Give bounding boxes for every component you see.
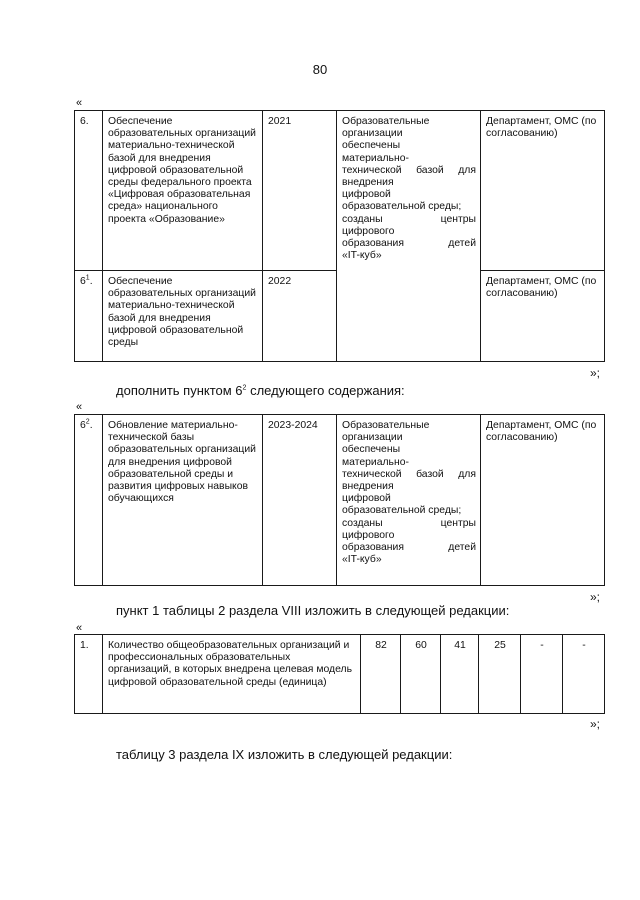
closing-quote: »; — [590, 590, 601, 604]
indicator-value: 60 — [401, 635, 441, 714]
opening-quote: « — [76, 97, 83, 109]
measure-description: Обеспечение образовательных организаций материально-технической базой для внедрения цифровой образовательной среды — [103, 271, 263, 362]
row-number: $6^1$. — [75, 271, 103, 362]
table-items-6 — [74, 110, 605, 362]
table-indicator-1 — [74, 634, 605, 714]
table-row — [75, 635, 605, 714]
row-number: $6^2$. — [75, 415, 103, 586]
instruction-edit-section-ix: таблицу 3 раздела IX изложить в следующей редакции: — [116, 747, 453, 762]
indicator-value: 41 — [441, 635, 479, 714]
measure-description: Обновление материально-технической базы образовательных организаций для внедрения цифровой образовательной среды и развития цифровых навыков обучающихся — [103, 415, 263, 586]
responsible-party: Департамент, ОМС (по согласованию) — [481, 271, 605, 362]
page-number: 80 — [312, 62, 328, 77]
implementation-year: 2021 — [263, 111, 337, 271]
table-row — [75, 111, 605, 271]
opening-quote: « — [76, 401, 83, 413]
responsible-party: Департамент, ОМС (по согласованию) — [481, 111, 605, 271]
expected-result: Образовательные организации обеспечены материально- технической базой для внедрения цифровой образовательной среды; созданы центры цифрового образования детей «IT-куб» — [337, 415, 481, 586]
indicator-value: - — [521, 635, 563, 714]
instruction-edit-section-viii: пункт 1 таблицы 2 раздела VIII изложить в следующей редакции: — [116, 603, 510, 618]
table-row — [75, 415, 605, 586]
measure-description: Обеспечение образовательных организаций материально-технической базой для внедрения цифровой образовательной среды федерального проекта «Цифровая образовательная среда» национального проекта «Образование» — [103, 111, 263, 271]
implementation-year: 2023-2024 — [263, 415, 337, 586]
opening-quote: « — [76, 622, 83, 634]
instruction-add-item: дополнить пунктом $6^2$ следующего содержания: — [116, 383, 405, 398]
indicator-value: - — [563, 635, 605, 714]
implementation-year: 2022 — [263, 271, 337, 362]
indicator-value: 82 — [361, 635, 401, 714]
table-item-6-2 — [74, 414, 605, 586]
closing-quote: »; — [590, 717, 601, 731]
indicator-value: 25 — [479, 635, 521, 714]
indicator-description: Количество общеобразовательных организаций и профессиональных образовательных организаций, в которых внедрена целевая модель цифровой образовательной среды (единица) — [103, 635, 361, 714]
expected-result: Образовательные организации обеспечены материально- технической базой для внедрения цифровой образовательной среды; созданы центры цифрового образования детей «IT-куб» — [337, 111, 481, 362]
responsible-party: Департамент, ОМС (по согласованию) — [481, 415, 605, 586]
row-number: 6. — [75, 111, 103, 271]
closing-quote: »; — [590, 366, 601, 380]
row-number: 1. — [75, 635, 103, 714]
